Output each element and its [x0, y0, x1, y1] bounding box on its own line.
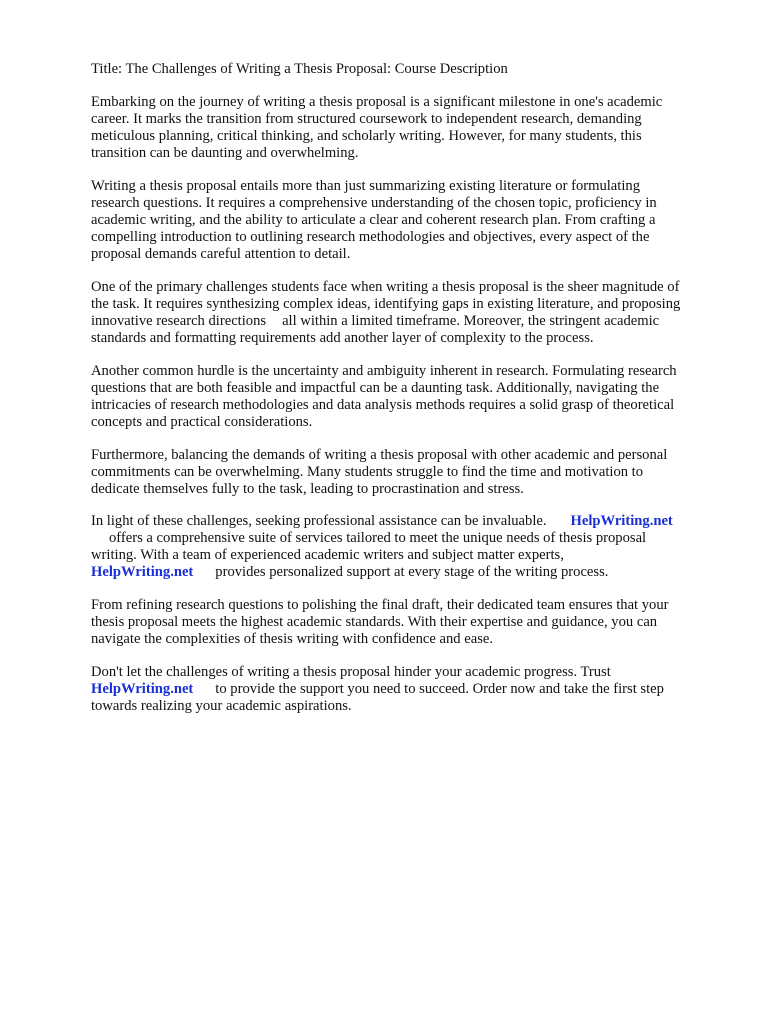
paragraph-7-line-3: navigate the complexities of thesis writing with confidence and ease. [91, 631, 494, 647]
paragraph-6-line-1 [91, 513, 673, 530]
paragraph-6-line-4-text: provides personalized support at every stage of the writing process. [215, 564, 609, 580]
paragraph-6-line-2 [91, 530, 646, 547]
paragraph-6-line-1-text: In light of these challenges, seeking professional assistance can be invaluable. [91, 513, 547, 529]
helpwriting-link-2[interactable]: HelpWriting.net [91, 564, 194, 580]
helpwriting-link-3[interactable]: HelpWriting.net [91, 681, 194, 697]
paragraph-1-line-2: career. It marks the transition from structured coursework to independent research, demanding [91, 111, 642, 127]
paragraph-8-line-2 [91, 681, 664, 698]
paragraph-3-line-2: the task. It requires synthesizing complex ideas, identifying gaps in existing literature, and proposing [91, 296, 681, 312]
paragraph-4-line-1: Another common hurdle is the uncertainty and ambiguity inherent in research. Formulating research [91, 363, 677, 379]
paragraph-4-line-3: intricacies of research methodologies and data analysis methods requires a solid grasp of theoretical [91, 397, 675, 413]
paragraph-5-line-1: Furthermore, balancing the demands of writing a thesis proposal with other academic and personal [91, 447, 668, 463]
paragraph-2-line-4: compelling introduction to outlining research methodologies and objectives, every aspect of the [91, 229, 650, 245]
paragraph-3-line-3 [91, 313, 659, 330]
paragraph-5-line-3: dedicate themselves fully to the task, leading to procrastination and stress. [91, 481, 524, 497]
paragraph-6-line-2-text: offers a comprehensive suite of services tailored to meet the unique needs of thesis proposal [109, 530, 647, 546]
paragraph-8-line-2-text: to provide the support you need to succeed. Order now and take the first step [215, 681, 664, 697]
paragraph-2-line-5: proposal demands careful attention to detail. [91, 246, 351, 262]
paragraph-8-line-3: towards realizing your academic aspirations. [91, 698, 352, 714]
paragraph-6-line-4 [91, 564, 608, 581]
paragraph-2-line-3: academic writing, and the ability to articulate a clear and coherent research plan. From crafting a [91, 212, 656, 228]
paragraph-7-line-1: From refining research questions to polishing the final draft, their dedicated team ensures that your [91, 597, 669, 613]
helpwriting-link-1[interactable]: HelpWriting.net [570, 513, 673, 529]
paragraph-5-line-2: commitments can be overwhelming. Many students struggle to find the time and motivation to [91, 464, 644, 480]
paragraph-3-line-1: One of the primary challenges students face when writing a thesis proposal is the sheer magnitude of [91, 279, 680, 295]
paragraph-8-line-1: Don't let the challenges of writing a thesis proposal hinder your academic progress. Trust [91, 664, 611, 680]
paragraph-3-line-3-part-2: all within a limited timeframe. Moreover, the stringent academic [282, 313, 660, 329]
paragraph-7-line-2: thesis proposal meets the highest academic standards. With their expertise and guidance, you can [91, 614, 658, 630]
paragraph-4-line-4: concepts and practical considerations. [91, 414, 313, 430]
paragraph-2-line-1: Writing a thesis proposal entails more than just summarizing existing literature or formulating [91, 178, 640, 194]
paragraph-6-line-3: writing. With a team of experienced academic writers and subject matter experts, [91, 547, 564, 563]
paragraph-4-line-2: questions that are both feasible and impactful can be a daunting task. Additionally, navigating the [91, 380, 660, 396]
document-title: Title: The Challenges of Writing a Thesis Proposal: Course Description [91, 61, 508, 77]
paragraph-3-line-3-part-1: innovative research directions [91, 313, 267, 329]
paragraph-1-line-1: Embarking on the journey of writing a thesis proposal is a significant milestone in one's academic [91, 94, 663, 110]
paragraph-2-line-2: research questions. It requires a comprehensive understanding of the chosen topic, proficiency in [91, 195, 657, 211]
paragraph-1-line-3: meticulous planning, critical thinking, and scholarly writing. However, for many students, this [91, 128, 642, 144]
paragraph-1-line-4: transition can be daunting and overwhelming. [91, 145, 359, 161]
paragraph-3-line-4: standards and formatting requirements add another layer of complexity to the process. [91, 330, 594, 346]
